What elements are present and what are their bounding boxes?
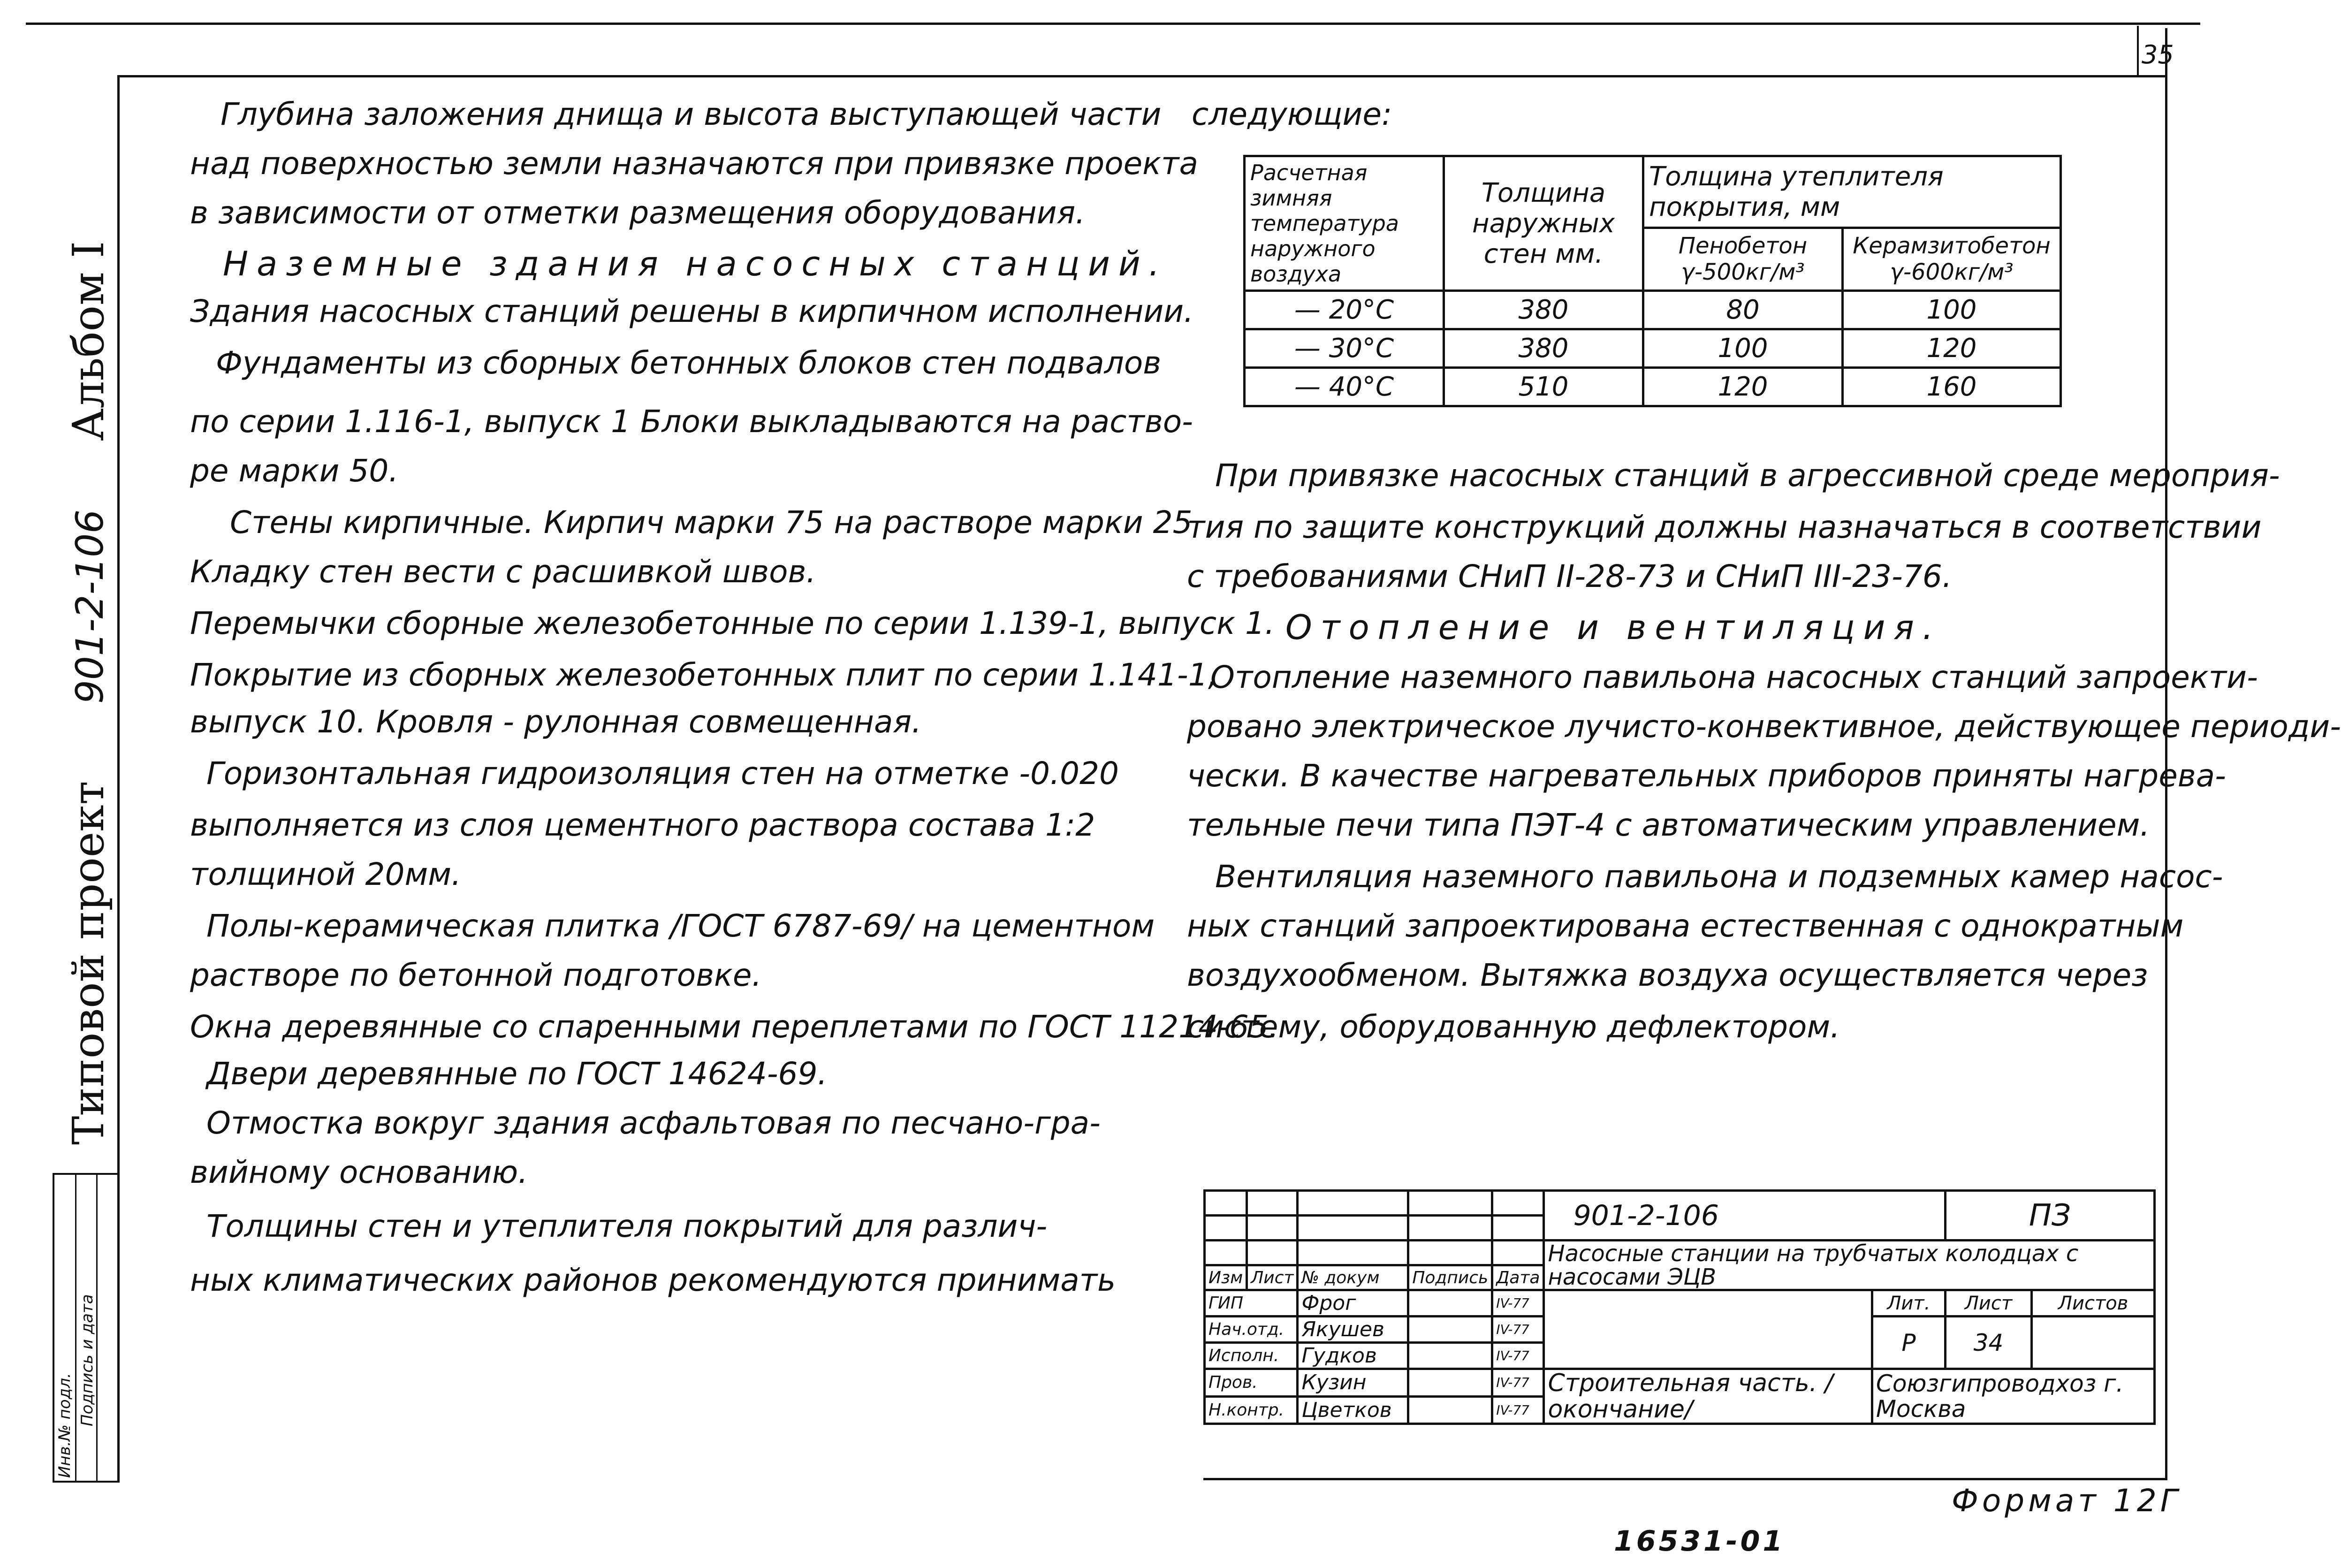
text-line: выпуск 10. Кровля - рулонная совмещенная. xyxy=(190,704,922,740)
signature xyxy=(1408,1343,1492,1369)
cell: — 30°С xyxy=(1245,329,1444,368)
table-row xyxy=(1245,329,2061,368)
sign-date: IV-77 xyxy=(1492,1396,1544,1424)
sign-date: IV-77 xyxy=(1492,1369,1544,1397)
text-line: ных климатических районов рекомендуются принимать xyxy=(190,1262,1116,1298)
text-line: Двери деревянные по ГОСТ 14624-69. xyxy=(206,1056,828,1092)
stamp-title: Насосные станции на трубчатых колодцах с насосами ЭЦВ xyxy=(1544,1241,2155,1290)
text-line: следующие: xyxy=(1192,96,1392,132)
text-line: ровано электрическое лучисто-конвективное, действующее периоди- xyxy=(1187,708,2341,745)
page-number-box-line xyxy=(2137,26,2139,77)
person-name: Цветков xyxy=(1298,1396,1408,1424)
stamp-org: Союзгипроводхоз г. Москва xyxy=(1872,1369,2154,1424)
side-box-bottom xyxy=(53,1481,118,1483)
cell: 120 xyxy=(1843,329,2061,368)
stage-head: Лит. xyxy=(1872,1290,1945,1317)
table-row xyxy=(1245,368,2061,406)
role: Н.контр. xyxy=(1205,1396,1298,1424)
text-line: Фундаменты из сборных бетонных блоков стен подвалов xyxy=(216,345,1162,381)
signature xyxy=(1408,1369,1492,1397)
text-line: в зависимости от отметки размещения оборудования. xyxy=(190,195,1086,231)
sign-date: IV-77 xyxy=(1492,1317,1544,1343)
text-line: Глубина заложения днища и высота выступающей части xyxy=(220,96,1162,132)
sign-date: IV-77 xyxy=(1492,1343,1544,1369)
text-line: тельные печи типа ПЭТ-4 с автоматическим управлением. xyxy=(1187,807,2150,843)
text-line: ных станций запроектирована естественная с однократным xyxy=(1187,908,2184,944)
cell: 380 xyxy=(1444,329,1643,368)
cell: 100 xyxy=(1643,329,1843,368)
frame-top-line xyxy=(117,75,2167,77)
title-block xyxy=(1203,1189,2156,1425)
sign-date: IV-77 xyxy=(1492,1290,1544,1317)
section-heading: Отопление и вентиляция. xyxy=(1285,608,1942,647)
cell: — 40°С xyxy=(1245,368,1444,406)
col-head-signature: Подпись xyxy=(1408,1265,1492,1290)
cell: 160 xyxy=(1843,368,2061,406)
signature xyxy=(1408,1317,1492,1343)
bottom-code: 16531-01 xyxy=(1614,1525,1786,1558)
text-line: Вентиляция наземного павильона и подземных камер насос- xyxy=(1215,859,2223,895)
text-line: Перемычки сборные железобетонные по серии 1.139-1, выпуск 1. xyxy=(190,605,1275,641)
text-line: систему, оборудованную дефлектором. xyxy=(1187,1009,1840,1045)
cell: — 20°С xyxy=(1245,291,1444,329)
text-line: ре марки 50. xyxy=(190,453,399,489)
col-head-change: Изм xyxy=(1205,1265,1247,1290)
text-line: выполняется из слоя цементного раствора состава 1:2 xyxy=(190,807,1095,843)
side-box-divider1 xyxy=(75,1173,76,1483)
side-box-inv: Инв.№ подл. xyxy=(55,1373,74,1478)
cell: 80 xyxy=(1643,291,1843,329)
stage-value: Р xyxy=(1872,1317,1945,1369)
side-box-top xyxy=(53,1173,118,1175)
stamp-doc: ПЗ xyxy=(1945,1191,2154,1241)
text-line: Здания насосных станций решены в кирпичном исполнении. xyxy=(190,293,1194,329)
role: Пров. xyxy=(1205,1369,1298,1397)
text-line: Полы-керамическая плитка /ГОСТ 6787-69/ на цементном xyxy=(206,908,1155,944)
table-row xyxy=(1245,291,2061,329)
text-line: Покрытие из сборных железобетонных плит по серии 1.141-1, xyxy=(190,657,1218,693)
text-line: над поверхностью земли назначаются при привязке проекта xyxy=(190,145,1198,182)
format-label: Формат 12Г xyxy=(1952,1483,2181,1519)
sheets-value xyxy=(2032,1317,2155,1369)
text-line: Толщины стен и утеплителя покрытий для различ- xyxy=(206,1208,1048,1244)
top-border-line xyxy=(26,23,2200,25)
text-line: Кладку стен вести с расшивкой швов. xyxy=(190,554,816,590)
cell: 100 xyxy=(1843,291,2061,329)
cell: 380 xyxy=(1444,291,1643,329)
role: Исполн. xyxy=(1205,1343,1298,1369)
header-foam-concrete: Пенобетон γ-500кг/м³ xyxy=(1643,228,1843,290)
text-line: растворе по бетонной подготовке. xyxy=(190,957,762,993)
project-label: Типовой проект xyxy=(63,781,114,1145)
role: Нач.отд. xyxy=(1205,1317,1298,1343)
text-line: Отмостка вокруг здания асфальтовая по песчано-гра- xyxy=(206,1105,1101,1141)
header-expanded-clay: Керамзитобетон γ-600кг/м³ xyxy=(1843,228,2061,290)
album-label: Альбом I xyxy=(63,241,114,441)
text-line: по серии 1.116-1, выпуск 1 Блоки выкладываются на раство- xyxy=(190,403,1193,440)
sheet-head: Лист xyxy=(1945,1290,2031,1317)
stamp-section: Строительная часть. /окончание/ xyxy=(1544,1369,1872,1424)
text-line: Стены кирпичные. Кирпич марки 75 на растворе марки 25 xyxy=(230,504,1193,540)
project-code-vertical: 901-2-106 xyxy=(68,509,112,704)
text-line: При привязке насосных станций в агрессивной среде мероприя- xyxy=(1215,457,2280,494)
side-box-signature: Подпись и дата xyxy=(78,1294,97,1426)
text-line: тия по защите конструкций должны назначаться в соответствии xyxy=(1187,509,2262,545)
person-name: Якушев xyxy=(1298,1317,1408,1343)
stamp-code: 901-2-106 xyxy=(1544,1191,1945,1241)
col-head-doc: № докум xyxy=(1298,1265,1408,1290)
sheet-value: 34 xyxy=(1945,1317,2031,1369)
col-head-date: Дата xyxy=(1492,1265,1544,1290)
text-line: Отопление наземного павильона насосных станций запроекти- xyxy=(1210,659,2258,695)
cell: 510 xyxy=(1444,368,1643,406)
person-name: Фрог xyxy=(1298,1290,1408,1317)
sheets-head: Листов xyxy=(2032,1290,2155,1317)
page-number: 35 xyxy=(2142,40,2174,69)
text-line: вийному основанию. xyxy=(190,1154,528,1190)
cell: 120 xyxy=(1643,368,1843,406)
text-line: с требованиями СНиП II-28-73 и СНиП III-23-76. xyxy=(1187,558,1952,594)
col-head-sheet: Лист xyxy=(1247,1265,1298,1290)
header-wall-thickness: Толщина наружных стен мм. xyxy=(1444,156,1643,291)
section-heading: Наземные здания насосных станций. xyxy=(223,244,1168,283)
side-box-left xyxy=(53,1173,54,1483)
signature xyxy=(1408,1290,1492,1317)
person-name: Гудков xyxy=(1298,1343,1408,1369)
climate-table xyxy=(1243,155,2062,407)
text-line: Окна деревянные со спаренными переплетами по ГОСТ 11214-65. xyxy=(190,1009,1278,1045)
frame-right-line xyxy=(2165,28,2167,1480)
signature xyxy=(1408,1396,1492,1424)
text-line: Горизонтальная гидроизоляция стен на отметке -0.020 xyxy=(206,755,1119,792)
text-line: чески. В качестве нагревательных приборов приняты нагрева- xyxy=(1187,758,2226,794)
person-name: Кузин xyxy=(1298,1369,1408,1397)
header-insulation: Толщина утеплителя покрытия, мм xyxy=(1643,156,2061,228)
text-line: толщиной 20мм. xyxy=(190,856,462,892)
frame-left-line xyxy=(117,75,120,1483)
header-temperature: Расчетная зимняя температура наружного воздуха xyxy=(1245,156,1444,291)
text-line: воздухообменом. Вытяжка воздуха осуществляется через xyxy=(1187,957,2148,993)
role: ГИП xyxy=(1205,1290,1298,1317)
frame-bottom-line xyxy=(1203,1478,2167,1480)
